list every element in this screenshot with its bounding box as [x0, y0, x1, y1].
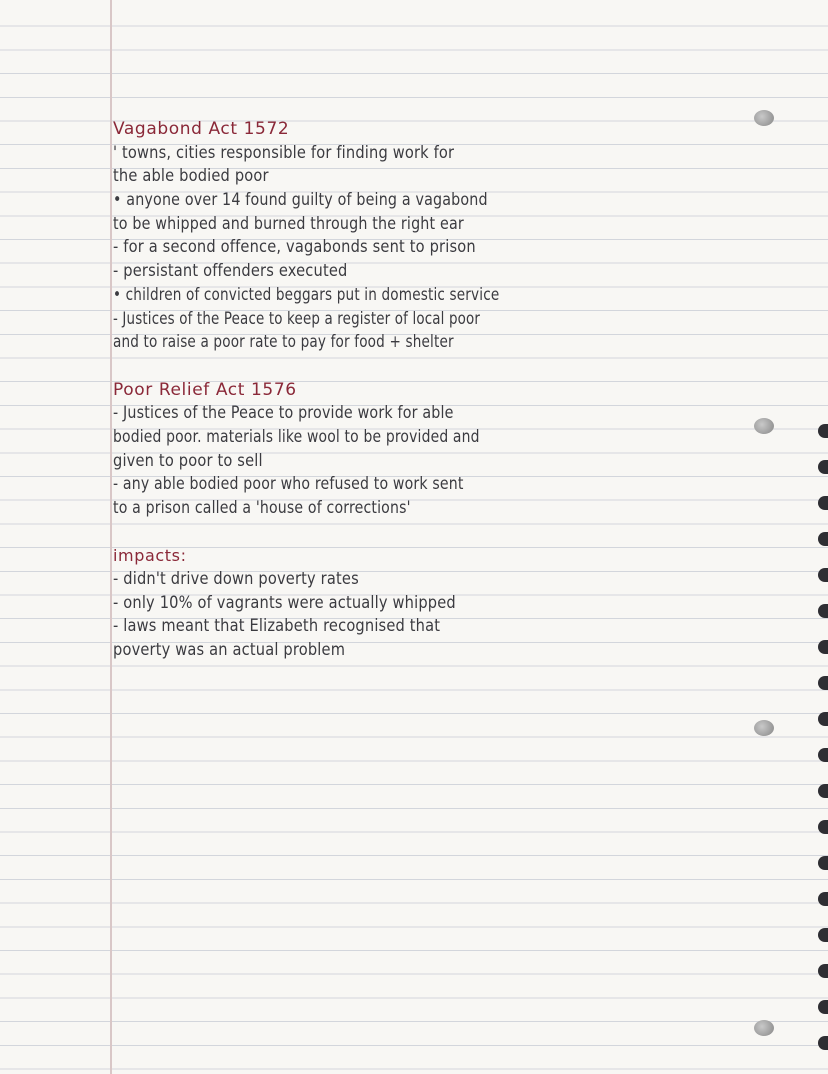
handwritten-notes [113, 118, 803, 663]
spiral-binding [818, 1000, 828, 1014]
note-line: and to raise a poor rate to pay for food + shelter [113, 332, 454, 353]
spiral-binding [818, 748, 828, 762]
note-line: the able bodied poor [113, 166, 269, 187]
section-heading: Vagabond Act 1572 [113, 119, 290, 139]
blank-line [113, 521, 803, 545]
section-heading: Poor Relief Act 1576 [113, 379, 297, 400]
note-line: - only 10% of vagrants were actually whipped [113, 592, 456, 613]
spiral-binding [818, 856, 828, 870]
note-line: • children of convicted beggars put in domestic service [113, 284, 500, 305]
spiral-binding [818, 712, 828, 726]
spiral-binding [818, 1036, 828, 1050]
spiral-binding [818, 676, 828, 690]
note-line: - any able bodied poor who refused to work sent [113, 474, 464, 495]
note-line: to be whipped and burned through the right ear [113, 213, 464, 234]
note-line: bodied poor. materials like wool to be provided and [113, 426, 480, 447]
note-line: - Justices of the Peace to provide work for able [113, 403, 454, 424]
note-line: - persistant offenders executed [113, 261, 348, 282]
blank-line [113, 355, 803, 379]
spiral-binding [818, 964, 828, 978]
note-line: - for a second offence, vagabonds sent to prison [113, 237, 476, 258]
note-line: poverty was an actual problem [113, 640, 346, 661]
spiral-binding [818, 604, 828, 618]
spiral-binding [818, 928, 828, 942]
note-line: - laws meant that Elizabeth recognised that [113, 616, 441, 637]
spiral-binding [818, 640, 828, 654]
note-line: - Justices of the Peace to keep a register of local poor [113, 308, 481, 329]
spiral-binding [818, 892, 828, 906]
spiral-binding [818, 460, 828, 474]
binder-hole [754, 720, 774, 736]
spiral-binding [818, 496, 828, 510]
spiral-binding [818, 568, 828, 582]
spiral-binding [818, 424, 828, 438]
spiral-binding [818, 532, 828, 546]
spiral-binding [818, 820, 828, 834]
section-heading: impacts: [113, 546, 187, 566]
binder-hole [754, 1020, 774, 1036]
spiral-binding [818, 784, 828, 798]
note-line: • anyone over 14 found guilty of being a vagabond [113, 190, 488, 211]
note-line: - didn't drive down poverty rates [113, 569, 359, 590]
note-line: to a prison called a 'house of corrections' [113, 498, 411, 518]
note-line: given to poor to sell [113, 450, 263, 471]
note-line: ' towns, cities responsible for finding work for [113, 142, 455, 163]
